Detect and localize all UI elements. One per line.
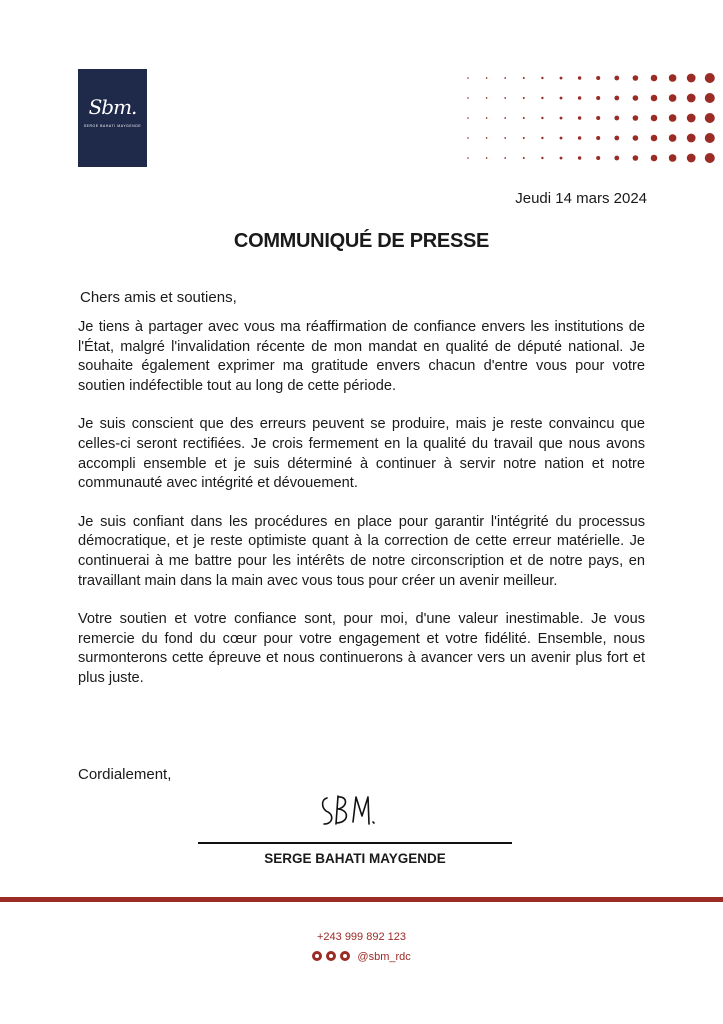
footer-social: [0, 951, 723, 963]
decorative-dot: [486, 157, 488, 159]
decorative-dot: [578, 136, 581, 139]
decorative-dot: [560, 97, 563, 100]
decorative-dot: [467, 117, 469, 119]
decorative-dot: [687, 94, 696, 103]
decorative-dot: [541, 157, 543, 159]
decorative-dot: [687, 134, 696, 143]
decorative-dot: [523, 157, 525, 159]
decorative-dot: [541, 77, 543, 79]
decorative-dot: [669, 74, 677, 82]
decorative-dot: [705, 93, 715, 103]
decorative-dot: [541, 117, 543, 119]
decorative-dot: [614, 156, 619, 161]
facebook-icon: [312, 951, 322, 961]
decorative-dot: [687, 74, 696, 83]
decorative-dot: [523, 97, 525, 99]
letter-body: [78, 318, 645, 708]
decorative-dot: [633, 155, 639, 161]
salutation: Chers amis et soutiens,: [80, 289, 237, 306]
decorative-dot: [467, 97, 469, 99]
decorative-dot: [669, 154, 677, 162]
instagram-icon: [326, 951, 336, 961]
decorative-dot: [633, 95, 639, 101]
decorative-dot: [504, 77, 506, 79]
footer-divider: [0, 897, 723, 902]
decorative-dot: [633, 115, 639, 121]
decorative-dot: [633, 75, 639, 81]
decorative-dot: [504, 157, 506, 159]
decorative-dot: [560, 157, 563, 160]
decorative-dot: [633, 135, 639, 141]
decorative-dot: [614, 96, 619, 101]
decorative-dot: [541, 97, 543, 99]
decorative-dot: [669, 134, 677, 142]
decorative-dot: [504, 117, 506, 119]
decorative-dot: [687, 154, 696, 163]
footer-phone: +243 999 892 123: [316, 931, 406, 943]
decorative-dot: [523, 137, 525, 139]
logo-mark: Sbm.: [88, 95, 137, 119]
logo-subtitle: SERGE BAHATI MAYGENDE: [83, 124, 142, 128]
decorative-dot: [651, 135, 658, 142]
decorative-dot: [486, 97, 488, 99]
decorative-dot: [687, 114, 696, 123]
decorative-dot: [705, 153, 715, 163]
decorative-dot: [467, 137, 469, 139]
decorative-dot: [651, 75, 658, 82]
decorative-dot: [504, 137, 506, 139]
decorative-dot: [523, 117, 525, 119]
decorative-dot: [614, 136, 619, 141]
signer-name: SERGE BAHATI MAYGENDE: [264, 851, 446, 866]
decorative-dot: [651, 115, 658, 122]
decorative-dot: [705, 113, 715, 123]
decorative-dot: [705, 133, 715, 143]
closing: Cordialement,: [78, 766, 172, 783]
paragraph: Je suis conscient que des erreurs peuvent se produire, mais je reste convaincu que celles-ci seront rectifiées. Je crois fermement en la qualité du travail que nous avons accompli ensemble et je suis déterminé à continuer à servir notre nation et notre communauté avec intégrité et dévouement.: [78, 416, 645, 492]
social-handle: @sbm_rdc: [357, 951, 411, 963]
decorative-dot: [504, 97, 506, 99]
decorative-dot: [651, 155, 658, 162]
decorative-dot: [467, 157, 469, 159]
decorative-dot: [560, 137, 563, 140]
decorative-dot: [596, 116, 600, 120]
decorative-dot: [669, 114, 677, 122]
decorative-dot: [596, 96, 600, 100]
decorative-dot: [523, 77, 525, 79]
decorative-dot: [486, 137, 488, 139]
decorative-dot: [596, 76, 600, 80]
decorative-dot: [467, 77, 469, 79]
decorative-dot: [486, 117, 488, 119]
handwritten-signature: [318, 788, 378, 832]
decorative-dot: [578, 116, 581, 119]
decorative-dot: [541, 137, 543, 139]
decorative-dot-pattern: [462, 70, 723, 166]
paragraph: Je tiens à partager avec vous ma réaffirmation de confiance envers les institutions de l'État, malgré l'invalidation récente de mon mandat en qualité de député national. Je souhaite également exprimer ma gratitude envers chacun d'entre vous pour votre soutien indéfectible tout au long de cette période.: [78, 319, 645, 394]
decorative-dot: [596, 136, 600, 140]
decorative-dot: [651, 95, 658, 102]
document-title: COMMUNIQUÉ DE PRESSE: [233, 230, 490, 252]
x-icon: [340, 951, 350, 961]
decorative-dot: [705, 73, 715, 83]
signature-line: [198, 842, 512, 844]
decorative-dot: [578, 76, 581, 79]
decorative-dot: [614, 76, 619, 81]
paragraph: Votre soutien et votre confiance sont, pour moi, d'une valeur inestimable. Je vous remercie du fond du cœur pour votre engagement et votre fidélité. Ensemble, nous surmonterons cette épreuve et nous continuerons à avancer vers un avenir plus fort et plus juste.: [78, 611, 645, 686]
decorative-dot: [596, 156, 600, 160]
logo: [78, 69, 147, 167]
decorative-dot: [486, 77, 488, 79]
decorative-dot: [578, 156, 581, 159]
decorative-dot: [669, 94, 677, 102]
decorative-dot: [614, 116, 619, 121]
decorative-dot: [560, 117, 563, 120]
letter-date: Jeudi 14 mars 2024: [515, 190, 647, 207]
decorative-dot: [560, 77, 563, 80]
paragraph: Je suis confiant dans les procédures en place pour garantir l'intégrité du processus démocratique, et je reste optimiste quant à la correction de cette erreur matérielle. Je continuerai à me battre pour les intérêts de notre circonscription et de notre pays, en travaillant main dans la main avec vous tous pour créer un avenir meilleur.: [78, 513, 645, 589]
decorative-dot: [578, 96, 581, 99]
